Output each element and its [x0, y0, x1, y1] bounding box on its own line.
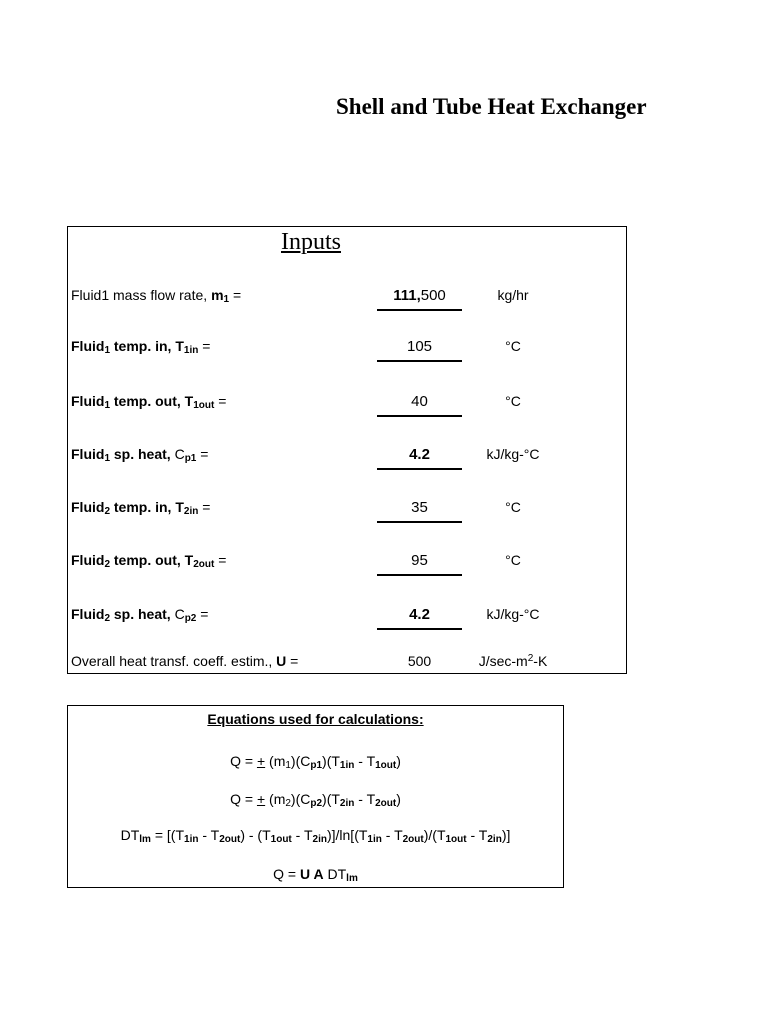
- input-unit: °C: [505, 338, 521, 354]
- input-label: Fluid$_1$ sp. heat, $C_{p1}$ =: [71, 446, 209, 464]
- equations-heading: Equations used for calculations:: [207, 711, 424, 727]
- input-value[interactable]: 4.2: [409, 606, 430, 623]
- inputs-panel: [67, 226, 627, 674]
- input-label: Fluid$_2$ sp. heat, $C_{p2}$ =: [71, 606, 209, 624]
- input-unit: $J/\sec-m^2-K$: [478, 653, 548, 669]
- input-value[interactable]: 500: [407, 653, 432, 669]
- value-underline: [377, 415, 462, 417]
- equation-q-fluid1: Q = + $(m_1)(C_{p1})(T_{1in} - T_{1out})$: [230, 753, 401, 771]
- input-row-u: [68, 648, 628, 678]
- input-row-cp1: [68, 441, 628, 471]
- input-label: Fluid1 mass flow rate, $m_1$ =: [71, 287, 242, 305]
- input-row-t2in: [68, 494, 628, 524]
- input-unit: kg/hr: [497, 287, 529, 303]
- input-label: Fluid$_1$ temp. out, $T_{1out}$ =: [71, 393, 227, 411]
- input-row-t1in: [68, 333, 628, 363]
- value-underline: [377, 521, 462, 523]
- page-title: Shell and Tube Heat Exchanger: [336, 94, 647, 119]
- input-unit: °C: [505, 393, 521, 409]
- input-value[interactable]: 95: [411, 552, 428, 569]
- input-value[interactable]: 105: [406, 338, 433, 355]
- input-value[interactable]: 4.2: [409, 446, 430, 463]
- value-underline: [377, 628, 462, 630]
- input-row-mass-flow: [68, 282, 628, 312]
- input-unit: °C: [505, 552, 521, 568]
- inputs-heading: Inputs: [281, 229, 341, 255]
- value-underline: [377, 574, 462, 576]
- equation-dt-lm: $DT_{lm} = [(T_{1in} - T_{2out}) - (T_{1out} - T_{2in})]/\ln[(T_{1in} - T_{2out})/(T_{1out} - T_{2in})]$: [120, 827, 511, 845]
- value-underline: [377, 468, 462, 470]
- input-unit: kJ/kg-°C: [486, 446, 540, 462]
- input-row-t1out: [68, 388, 628, 418]
- equations-panel: [67, 705, 564, 888]
- input-label: Fluid$_2$ temp. out, $T_{2out}$ =: [71, 552, 227, 570]
- input-row-t2out: [68, 547, 628, 577]
- input-row-cp2: [68, 601, 628, 631]
- input-value[interactable]: 35: [411, 499, 428, 516]
- input-value[interactable]: 111,500: [393, 287, 446, 304]
- equation-q-uadt: Q = U A $DT_{lm}$: [273, 866, 358, 884]
- value-underline: [377, 309, 462, 311]
- input-value[interactable]: 40: [411, 393, 428, 410]
- value-underline: [377, 360, 462, 362]
- input-label: Fluid$_1$ temp. in, $T_{1in}$ =: [71, 338, 211, 356]
- input-unit: kJ/kg-°C: [486, 606, 540, 622]
- input-unit: °C: [505, 499, 521, 515]
- input-label: Overall heat transf. coeff. estim., U =: [71, 653, 299, 669]
- input-label: Fluid$_2$ temp. in, $T_{2in}$ =: [71, 499, 211, 517]
- equation-q-fluid2: Q = + $(m_2)(C_{p2})(T_{2in} - T_{2out})$: [230, 791, 401, 809]
